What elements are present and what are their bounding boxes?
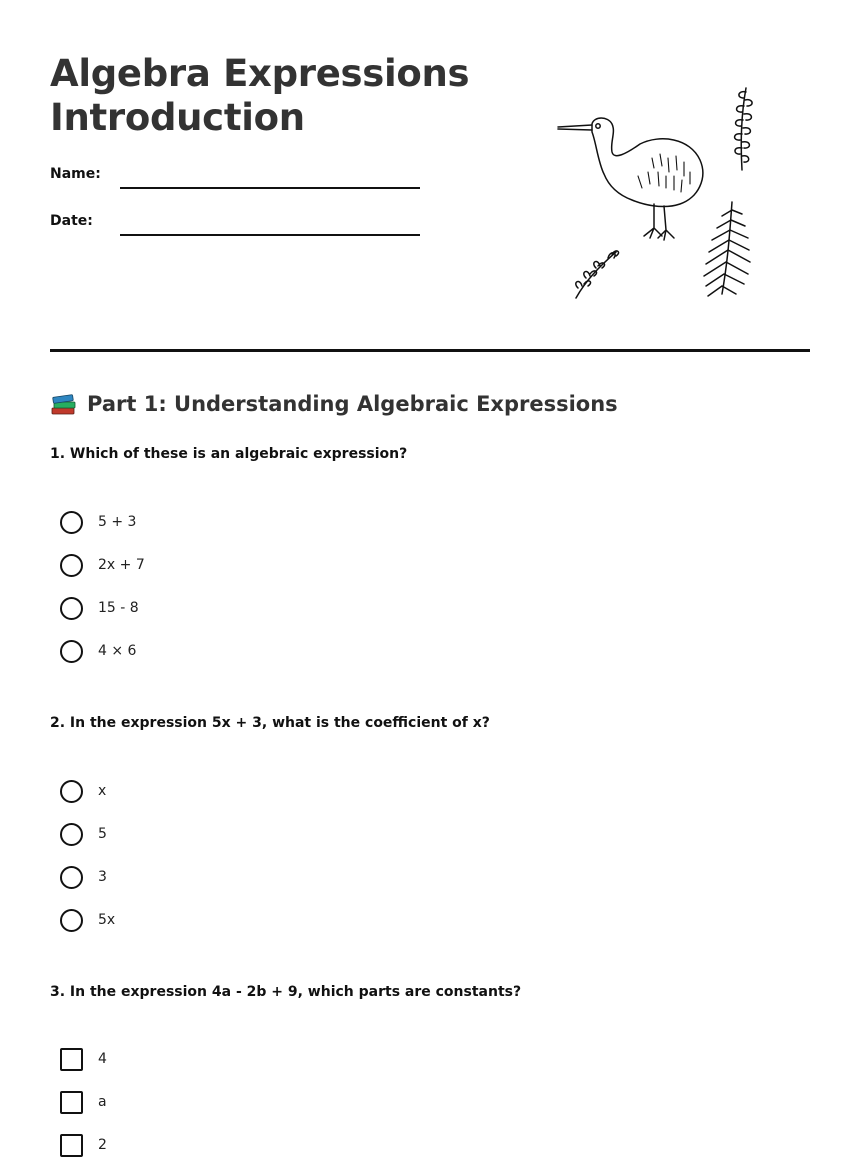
option-label: 4 × 6: [98, 643, 137, 659]
option-label: a: [98, 1094, 107, 1110]
radio-button[interactable]: [60, 511, 83, 534]
radio-button[interactable]: [60, 640, 83, 663]
radio-button[interactable]: [60, 866, 83, 889]
radio-button[interactable]: [60, 909, 83, 932]
frond-top-icon: [735, 88, 753, 170]
date-label: Date:: [50, 213, 93, 229]
option-label: x: [98, 783, 107, 799]
checkbox[interactable]: [60, 1091, 83, 1114]
title-line-2: Introduction: [50, 96, 305, 139]
question-3-option-1[interactable]: [60, 1046, 107, 1072]
date-field[interactable]: [120, 234, 420, 236]
radio-button[interactable]: [60, 554, 83, 577]
kiwi-illustration: [550, 80, 780, 305]
section-heading-text: Part 1: Understanding Algebraic Expressions: [87, 392, 618, 416]
name-label: Name:: [50, 166, 101, 182]
radio-button[interactable]: [60, 597, 83, 620]
option-label: 2: [98, 1137, 107, 1153]
question-1-option-3[interactable]: [60, 595, 139, 621]
question-2-option-3[interactable]: [60, 864, 107, 890]
kiwi-bird-icon: [558, 118, 703, 240]
question-3-option-2[interactable]: [60, 1089, 107, 1115]
question-2: 2. In the expression 5x + 3, what is the coefficient of x?: [50, 715, 490, 731]
books-icon: [50, 391, 78, 417]
option-label: 15 - 8: [98, 600, 139, 616]
question-3: 3. In the expression 4a - 2b + 9, which parts are constants?: [50, 984, 522, 1000]
checkbox[interactable]: [60, 1134, 83, 1157]
option-label: 4: [98, 1051, 107, 1067]
title-line-1: Algebra Expressions: [50, 52, 470, 95]
section-divider: [50, 349, 810, 352]
question-1-option-2[interactable]: [60, 552, 145, 578]
question-1-option-1[interactable]: [60, 509, 136, 535]
question-1: 1. Which of these is an algebraic expression?: [50, 446, 408, 462]
question-2-option-4[interactable]: [60, 907, 115, 933]
option-label: 5: [98, 826, 107, 842]
option-label: 2x + 7: [98, 557, 145, 573]
fern-bottom-right-icon: [704, 202, 750, 296]
option-label: 5 + 3: [98, 514, 137, 530]
question-1-option-4[interactable]: [60, 638, 136, 664]
section-heading: [50, 389, 618, 419]
radio-button[interactable]: [60, 823, 83, 846]
question-3-option-3[interactable]: [60, 1132, 107, 1158]
option-label: 5x: [98, 912, 116, 928]
name-field[interactable]: [120, 187, 420, 189]
checkbox[interactable]: [60, 1048, 83, 1071]
question-2-option-1[interactable]: [60, 778, 106, 804]
option-label: 3: [98, 869, 107, 885]
sprig-bottom-left-icon: [576, 251, 619, 298]
worksheet-title: [50, 52, 469, 140]
radio-button[interactable]: [60, 780, 83, 803]
question-2-option-2[interactable]: [60, 821, 107, 847]
